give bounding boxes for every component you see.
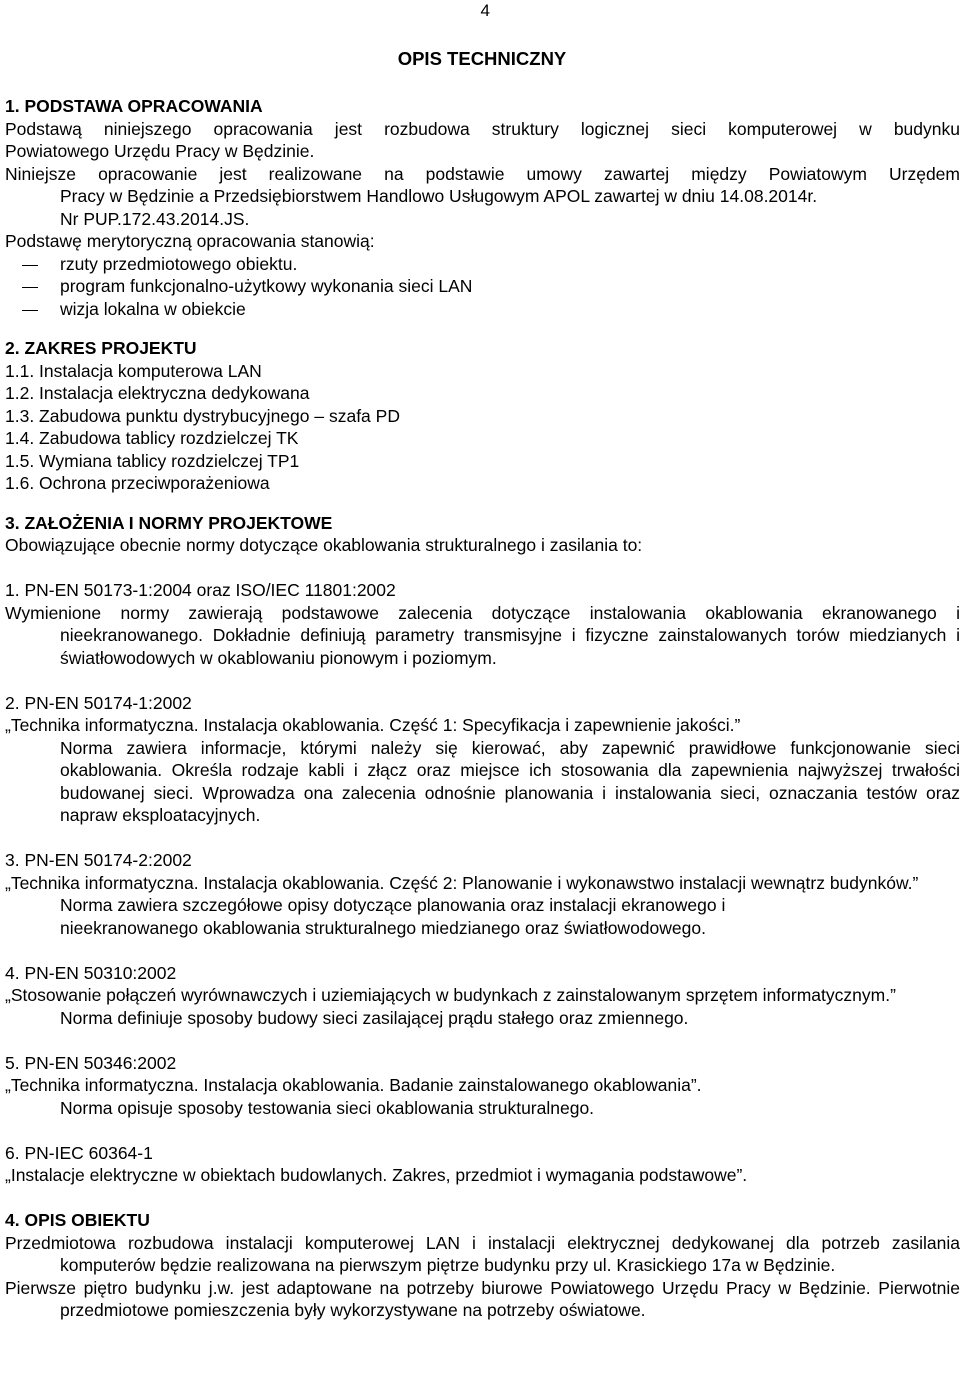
norm-title: 6. PN-IEC 60364-1	[5, 1142, 153, 1163]
list-item: wizja lokalna w obiekcie	[5, 298, 960, 321]
norm-description: Norma zawiera informacje, którymi należy się kierować, aby zapewnić prawidłowe funkcjonowanie sieci okablowania. Określa rodzaje kabli i złącz oraz miejsce ich stosowania dla zapewnienia najwyższej trwałości budowanej sieci. Wprowadza ona zalecenia odnośnie planowania i instalowania sieci, oznaczania testów oraz napraw eksploatacyjnych.	[60, 737, 960, 825]
norm-description: Norma definiuje sposoby budowy sieci zasilającej prądu stałego oraz zmiennego.	[60, 1007, 689, 1028]
norm-description: Wymienione normy zawierają podstawowe zalecenia dotyczące instalowania okablowania ekranowanego i nieekranowanego. Dokładnie definiują parametry transmisyjne i fizyczne zainstalowanych torów miedzianych i światłowodowych w okablowaniu pionowym i poziomym.	[5, 602, 960, 668]
list-item: rzuty przedmiotowego obiektu.	[5, 253, 960, 276]
list-item: 1.4. Zabudowa tablicy rozdzielczej TK	[5, 428, 299, 448]
section-1-paragraph: Pracy w Będzinie a Przedsiębiorstwem Handlowo Usługowym APOL zawartej w dniu 14.08.2014r.	[60, 186, 818, 206]
norm-description: Norma opisuje sposoby testowania sieci okablowania strukturalnego.	[60, 1097, 595, 1118]
document-body	[5, 95, 960, 1322]
list-item: 1.3. Zabudowa punktu dystrybucyjnego – szafa PD	[5, 405, 400, 426]
list-item: 1.5. Wymiana tablicy rozdzielczej TP1	[5, 450, 300, 471]
list-item: 1.2. Instalacja elektryczna dedykowana	[5, 383, 310, 403]
section-4-paragraph: Pierwsze piętro budynku j.w. jest adaptowane na potrzeby biurowe Powiatowego Urzędu Pracy w Będzinie. Pierwotnie przedmiotowe pomieszczenia były wykorzystywane na potrzeby oświatowe.	[5, 1277, 960, 1320]
norm-quote: „Stosowanie połączeń wyrównawczych i uziemiających w budynkach z zainstalowanym sprzętem informatycznym.”	[5, 985, 896, 1005]
dash-bullet	[5, 275, 60, 298]
page-number: 4	[480, 1, 490, 20]
section-1-paragraph: Niniejsze opracowanie jest realizowane na podstawie umowy zawartej między Powiatowym Urzędem	[5, 163, 960, 184]
section-3-intro: Obowiązujące obecnie normy dotyczące okablowania strukturalnego i zasilania to:	[5, 535, 643, 555]
section-1-paragraph: Powiatowego Urzędu Pracy w Będzinie.	[5, 141, 315, 161]
norm-quote: „Technika informatyczna. Instalacja okablowania. Część 2: Planowanie i wykonawstwo instalacji wewnątrz budynków.”	[5, 872, 919, 893]
list-item: 1.6. Ochrona przeciwporażeniowa	[5, 473, 270, 493]
norm-quote: „Technika informatyczna. Instalacja okablowania. Część 1: Specyfikacja i zapewnienie jakości.”	[5, 715, 741, 735]
norm-title: 4. PN-EN 50310:2002	[5, 962, 177, 983]
dash-bullet	[5, 298, 60, 321]
norm-title: 5. PN-EN 50346:2002	[5, 1052, 177, 1073]
list-item: 1.1. Instalacja komputerowa LAN	[5, 360, 262, 381]
document-title: OPIS TECHNICZNY	[397, 48, 567, 69]
dash-bullet	[5, 253, 60, 276]
norm-description: Norma zawiera szczegółowe opisy dotyczące planowania oraz instalacji ekranowego i	[60, 895, 726, 915]
section-1-paragraph: Podstawę merytoryczną opracowania stanowią:	[5, 231, 375, 251]
norm-title: 1. PN-EN 50173-1:2004 oraz ISO/IEC 11801:2002	[5, 580, 396, 600]
norm-title: 3. PN-EN 50174-2:2002	[5, 850, 192, 870]
section-2-heading: 2. ZAKRES PROJEKTU	[5, 338, 197, 358]
norm-title: 2. PN-EN 50174-1:2002	[5, 692, 192, 713]
norm-description: nieekranowanego okablowania strukturalnego miedzianego oraz światłowodowego.	[60, 917, 706, 938]
section-4-heading: 4. OPIS OBIEKTU	[5, 1210, 150, 1230]
section-1-paragraph: Podstawą niniejszego opracowania jest rozbudowa struktury logicznej sieci komputerowej w budynku	[5, 118, 960, 139]
section-1-paragraph: Nr PUP.172.43.2014.JS.	[60, 208, 250, 229]
list-item: program funkcjonalno-użytkowy wykonania sieci LAN	[5, 275, 960, 298]
section-1-heading: 1. PODSTAWA OPRACOWANIA	[5, 96, 263, 116]
norm-quote: „Instalacje elektryczne w obiektach budowlanych. Zakres, przedmiot i wymagania podstawowe”.	[5, 1165, 748, 1185]
section-3-heading: 3. ZAŁOŻENIA I NORMY PROJEKTOWE	[5, 512, 333, 533]
norm-quote: „Technika informatyczna. Instalacja okablowania. Badanie zainstalowanego okablowania”.	[5, 1075, 702, 1095]
section-4-paragraph: Przedmiotowa rozbudowa instalacji komputerowej LAN i instalacji elektrycznej dedykowanej dla potrzeb zasilania komputerów będzie realizowana na pierwszym piętrze budynku przy ul. Krasickiego 17a w Będzinie.	[5, 1232, 960, 1275]
